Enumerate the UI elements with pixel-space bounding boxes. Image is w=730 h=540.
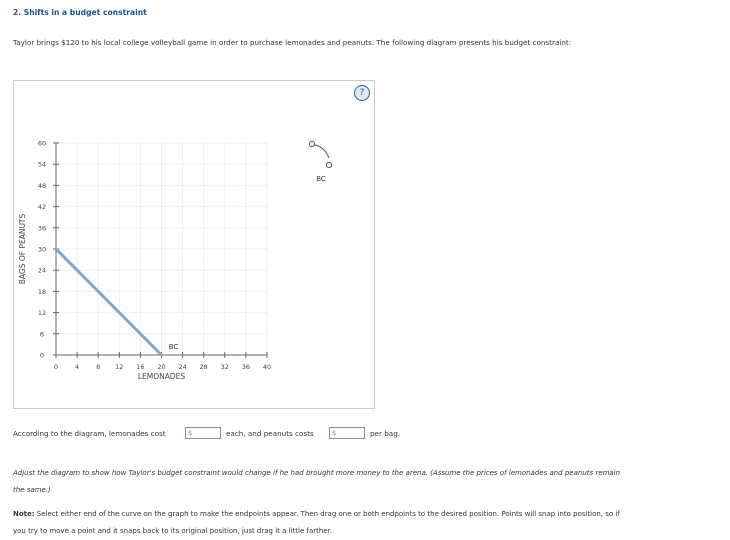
note-text: Select either end of the curve on the graph to make the endpoints appear. Then drag one or both endpoints to the desired position. Points will snap into position, so if you try to move a point and it snaps back to its original position, just drag it a little farther.	[13, 510, 620, 535]
y-tick-label: 18	[37, 287, 47, 296]
graph-panel	[13, 80, 375, 409]
budget-constraint-line	[56, 249, 162, 355]
peanut-currency-label: $	[332, 429, 337, 437]
y-tick-label: 24	[37, 266, 47, 275]
note-paragraph	[13, 506, 633, 540]
y-tick-label: 42	[37, 203, 47, 212]
budget-constraint-label: BC	[168, 343, 179, 351]
x-tick-label: 16	[136, 363, 145, 371]
x-tick-label: 20	[157, 363, 166, 371]
x-tick-label: 32	[220, 363, 229, 371]
x-tick-label: 28	[199, 363, 208, 371]
question-heading: 2. Shifts in a budget constraint	[13, 8, 147, 17]
x-tick-label: 4	[75, 363, 80, 371]
y-tick-label: 48	[37, 181, 47, 190]
y-tick-label: 12	[37, 309, 47, 318]
question-intro: Taylor brings $120 to his local college volleyball game in order to purchase lemonades and peanuts. The following diagram presents his budget constraint:	[13, 38, 572, 47]
y-tick-label: 0	[39, 351, 45, 360]
peanut-price-input[interactable]	[329, 427, 365, 439]
price-question-suffix: per bag.	[370, 429, 401, 438]
price-question-prefix: According to the diagram, lemonades cost	[13, 429, 166, 438]
x-tick-label: 36	[241, 363, 251, 371]
y-tick-label: 36	[37, 224, 47, 233]
note-label: Note:	[13, 510, 35, 518]
y-axis-label: BAGS OF PEANUTS	[18, 213, 27, 285]
x-tick-label: 40	[262, 363, 272, 371]
help-icon[interactable]: ?	[354, 85, 370, 101]
y-tick-label: 6	[39, 330, 45, 339]
adjust-instruction: Adjust the diagram to show how Taylor's budget constraint would change if he had brought more money to the arena. (Assume the prices of lemonades and peanuts remain the same.)	[13, 469, 621, 494]
bc-tool-curve-icon	[314, 145, 329, 158]
y-tick-label: 60	[37, 139, 47, 148]
x-tick-label: 24	[178, 363, 187, 371]
x-tick-label: 0	[53, 363, 59, 371]
bc-tool-end-point-icon	[326, 162, 331, 167]
bc-tool-start-point-icon	[309, 141, 314, 146]
y-tick-label: 30	[37, 245, 47, 254]
budget-constraint-chart[interactable]	[14, 81, 374, 408]
price-question-middle: each, and peanuts costs	[226, 429, 314, 438]
bc-tool-label: BC	[316, 175, 326, 183]
y-tick-label: 54	[37, 160, 47, 169]
x-tick-label: 12	[115, 363, 124, 371]
lemonade-price-input[interactable]	[185, 427, 221, 439]
x-tick-label: 8	[96, 363, 101, 371]
x-axis-label: LEMONADES	[137, 372, 186, 381]
lemonade-currency-label: $	[188, 429, 193, 437]
